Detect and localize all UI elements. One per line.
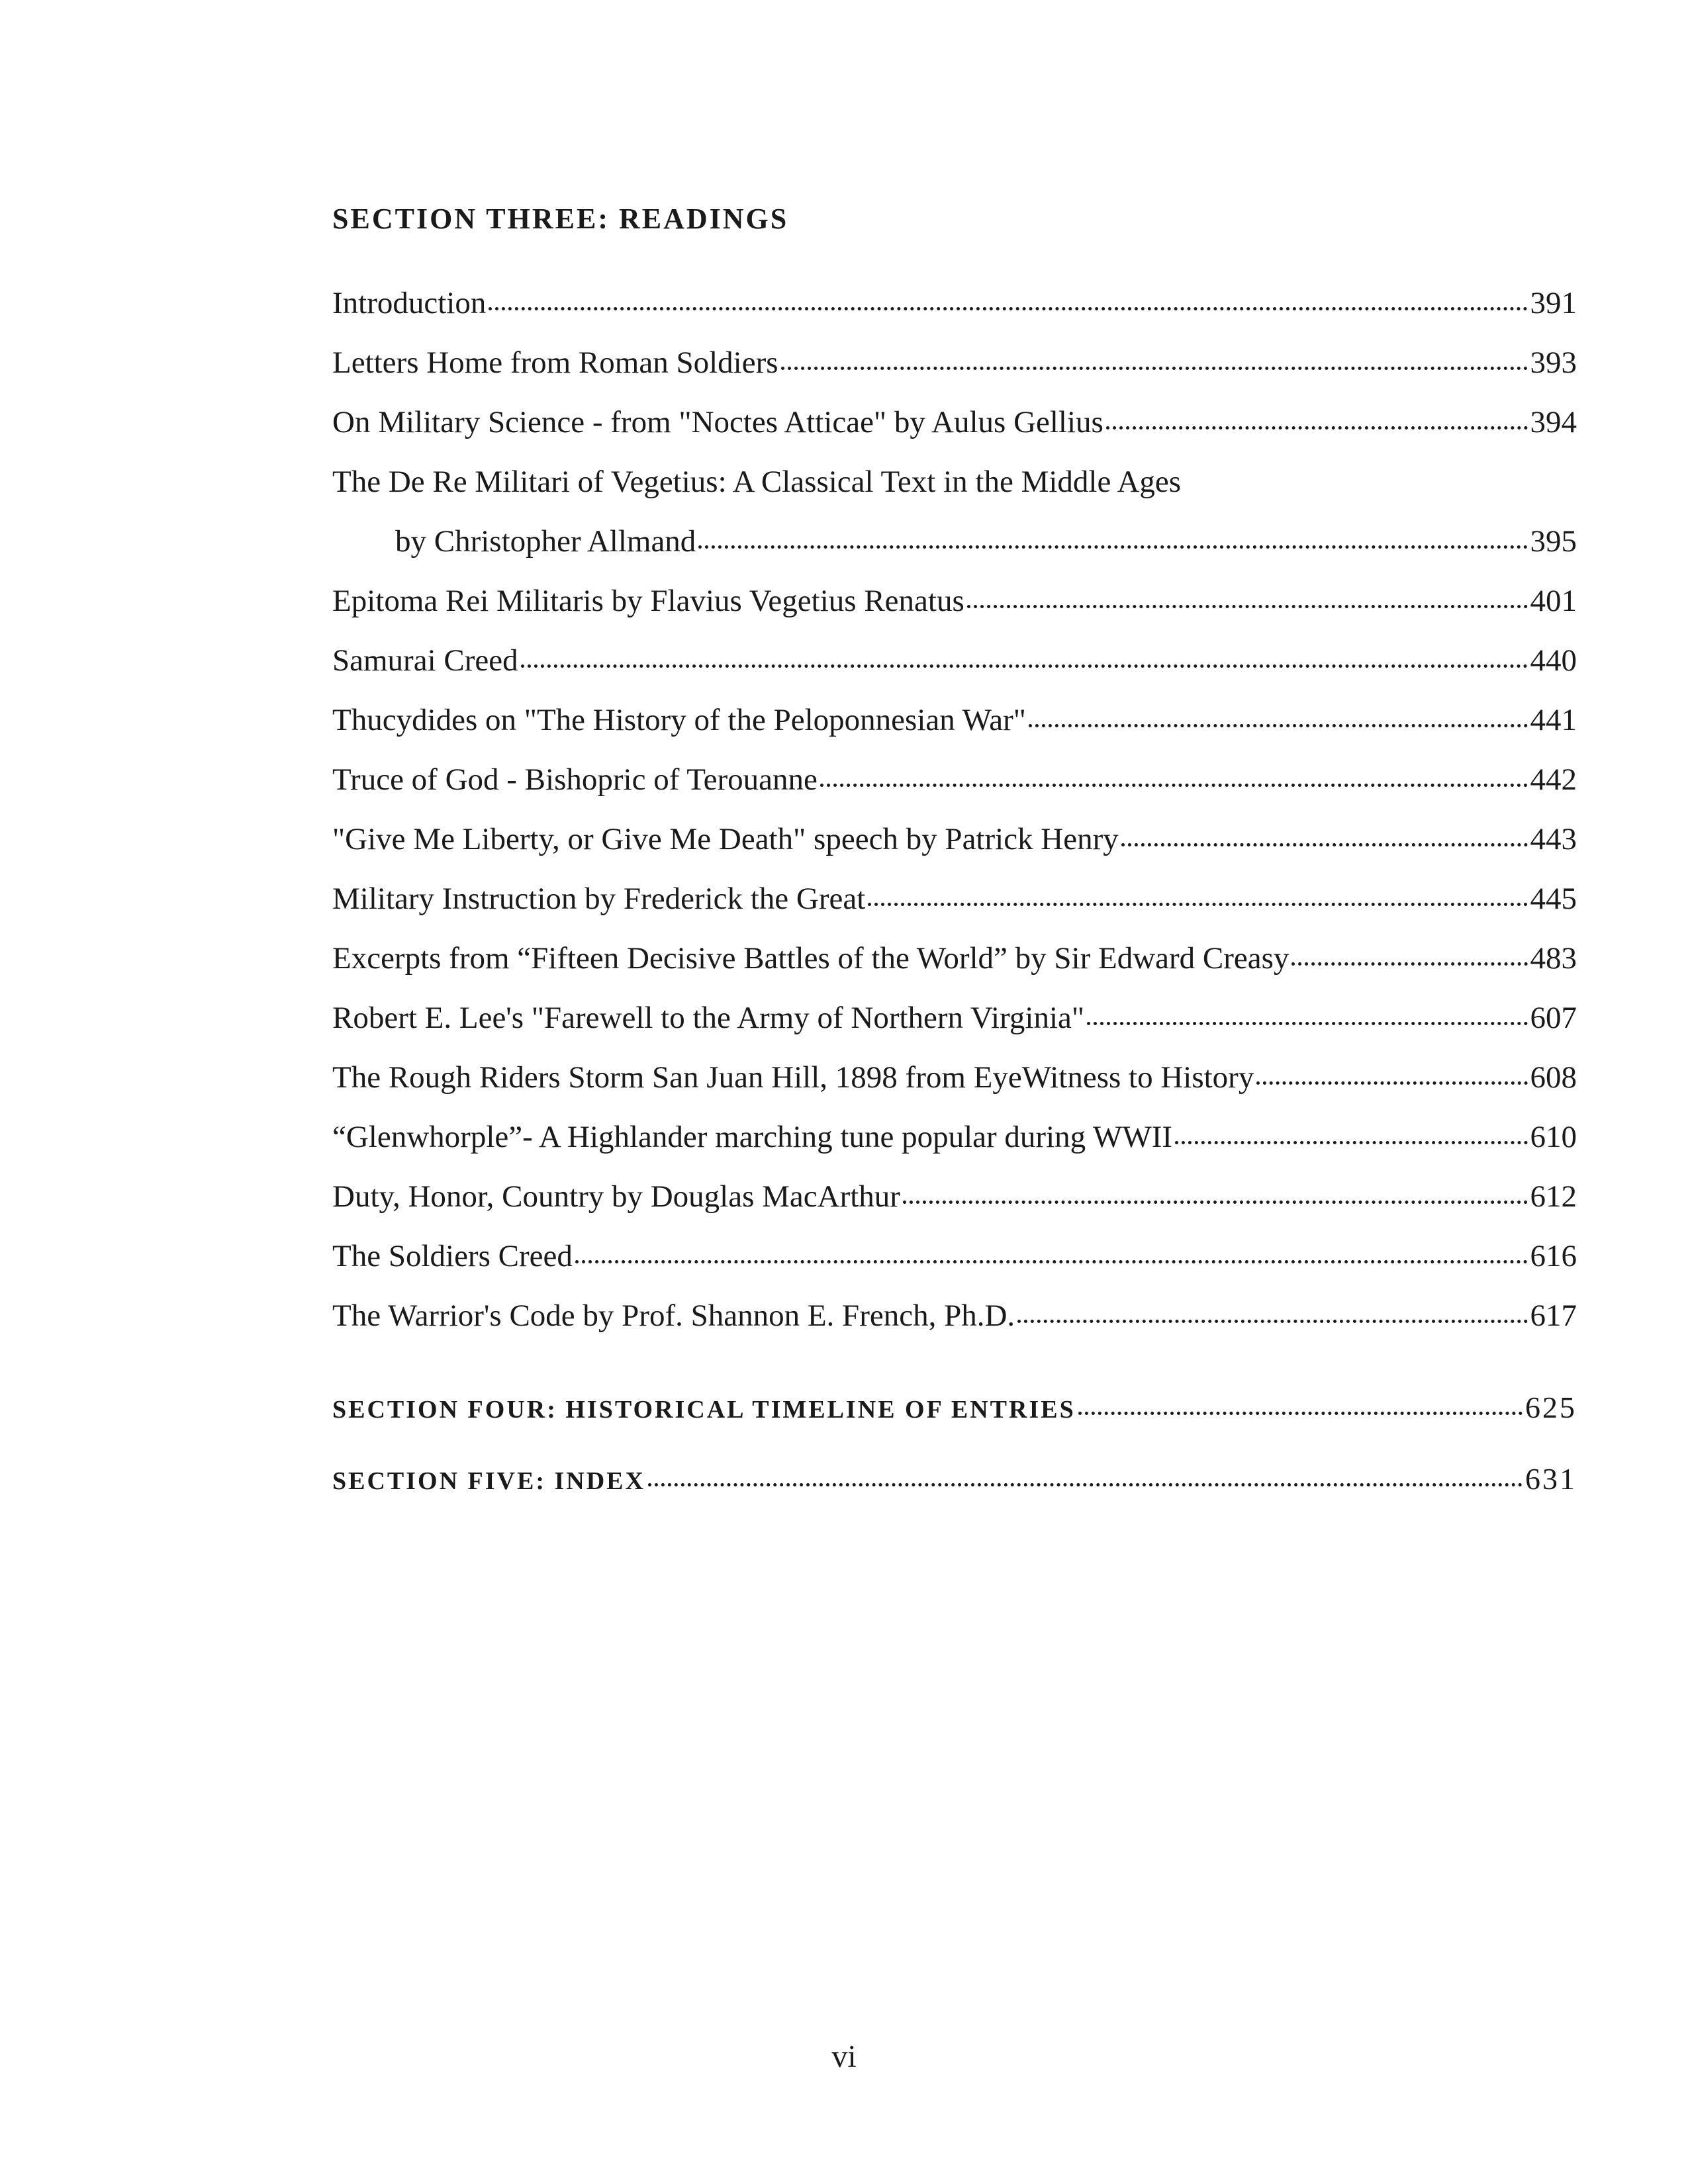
toc-entry-title: “Glenwhorple”- A Highlander marching tune popular during WWII [332,1120,1173,1154]
section-three-heading: SECTION THREE: READINGS [332,203,789,235]
dot-leader [1256,1081,1527,1085]
toc-entry-title: Letters Home from Roman Soldiers [332,345,778,380]
section-four-entry [332,1390,1577,1425]
dot-leader [903,1201,1528,1204]
toc-entry-title: Duty, Honor, Country by Douglas MacArthur [332,1179,900,1214]
dot-leader [1087,1022,1527,1025]
toc-entry-title: Introduction [332,286,487,320]
toc-entry-page: 401 [1530,584,1577,618]
toc-entry [332,631,1577,690]
toc-entry-page: 445 [1530,882,1577,916]
toc-entry-page: 441 [1530,703,1577,737]
toc-entry-title: Epitoma Rei Militaris by Flavius Vegetius Renatus [332,584,964,618]
dot-leader [1106,426,1528,430]
toc-entry-page: 610 [1530,1120,1577,1154]
toc-entry [332,1107,1577,1167]
toc-entry-title: by Christopher Allmand [395,524,696,559]
toc-entry [332,1226,1577,1286]
toc-entry [332,1048,1577,1107]
toc-entry-title: Samurai Creed [332,643,518,678]
dot-leader [868,903,1527,906]
toc-entry [332,273,1577,333]
toc-entry-page: 442 [1530,762,1577,797]
dot-leader [648,1483,1523,1486]
dot-leader [489,307,1527,310]
section-four-page: 625 [1525,1390,1577,1424]
section-five-page: 631 [1525,1462,1577,1496]
page-folio: vi [831,2039,857,2074]
toc-entry-title: The Soldiers Creed [332,1239,573,1273]
toc-entry [332,750,1577,809]
dot-leader [1291,962,1527,966]
toc-entry [332,392,1577,452]
toc-entry-title: Thucydides on "The History of the Peloponnesian War" [332,703,1026,737]
toc-entry-title: Military Instruction by Frederick the Great [332,882,866,916]
toc-entry-title: On Military Science - from "Noctes Atticae" by Aulus Gellius [332,405,1103,439]
dot-leader [698,545,1527,549]
toc-entry [332,1286,1577,1345]
toc-entry-page: 617 [1530,1298,1577,1333]
toc-entry [332,929,1577,988]
toc-entry [332,452,1577,512]
toc-entry [332,690,1577,750]
toc-entry-title: The Warrior's Code by Prof. Shannon E. French, Ph.D. [332,1298,1015,1333]
section-five-entry [332,1461,1577,1496]
dot-leader [781,367,1528,370]
toc-entry [332,869,1577,929]
dot-leader [1029,724,1528,727]
toc-entry [332,988,1577,1048]
dot-leader [820,784,1528,787]
dot-leader [1175,1141,1527,1144]
toc-entry-page: 391 [1530,286,1577,320]
toc-entry-page: 483 [1530,941,1577,976]
toc-entry-title: "Give Me Liberty, or Give Me Death" speech by Patrick Henry [332,822,1119,856]
dot-leader [1017,1320,1527,1323]
section-four-title: SECTION FOUR: HISTORICAL TIMELINE OF ENTRIES [332,1396,1076,1424]
toc-entry-title: The De Re Militari of Vegetius: A Classical Text in the Middle Ages [332,465,1182,499]
toc-entry-continuation [332,512,1577,571]
toc-list [332,273,1577,1345]
toc-entry-title: Truce of God - Bishopric of Terouanne [332,762,818,797]
toc-entry-title: Robert E. Lee's "Farewell to the Army of Northern Virginia" [332,1001,1085,1035]
dot-leader [1121,843,1528,846]
toc-entry-title: Excerpts from “Fifteen Decisive Battles of the World” by Sir Edward Creasy [332,941,1289,976]
toc-entry-page: 607 [1530,1001,1577,1035]
dot-leader [967,605,1528,608]
toc-entry-page: 394 [1530,405,1577,439]
toc-entry-page: 608 [1530,1060,1577,1095]
toc-entry [332,1167,1577,1226]
toc-entry-page: 612 [1530,1179,1577,1214]
toc-entry-page: 440 [1530,643,1577,678]
toc-entry-page: 443 [1530,822,1577,856]
toc-entry [332,809,1577,869]
toc-entry-page: 393 [1530,345,1577,380]
toc-entry-page: 616 [1530,1239,1577,1273]
dot-leader [575,1260,1528,1263]
dot-leader [1078,1412,1523,1415]
toc-entry-title: The Rough Riders Storm San Juan Hill, 1898 from EyeWitness to History [332,1060,1254,1095]
section-five-title: SECTION FIVE: INDEX [332,1467,645,1495]
dot-leader [521,664,1528,668]
toc-entry-page: 395 [1530,524,1577,559]
toc-entry [332,333,1577,392]
toc-entry [332,571,1577,631]
